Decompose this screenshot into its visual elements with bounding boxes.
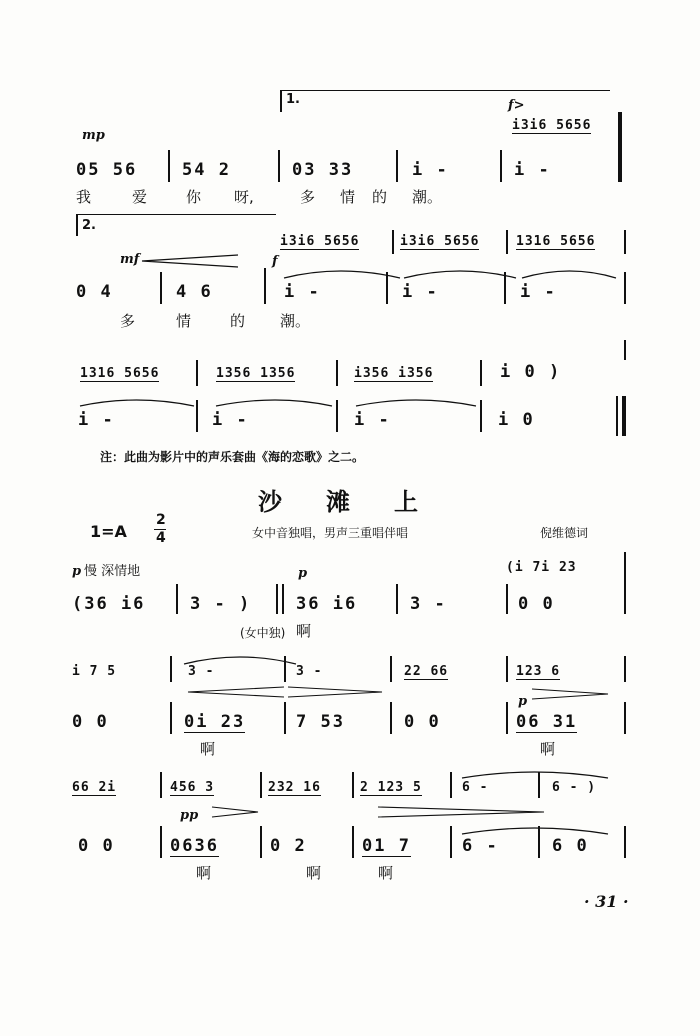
lower-l2-m3: 7 53 [296,712,345,732]
upper-l2-m5: 123 6 [516,664,561,679]
notes-r1-m5: i - [514,160,551,180]
lyric: 潮。 [280,312,311,330]
notes-l1-m1: (36 i6 [72,594,146,614]
lyric: 我 [76,188,92,206]
lyric: 的 [372,188,388,206]
barline [160,272,162,304]
lower-l3-m1: 0 0 [78,836,115,856]
upper-l3-m5: 6 - [462,780,489,795]
notes-r3-m2: i - [212,410,249,430]
barline [506,230,508,254]
lyric: 情 [340,188,356,206]
upper-part-r1: i3i6 5656 [512,118,592,133]
lower-l3-m2: 0636 [170,836,219,856]
upper-part-r3-m3: i356 i356 [354,366,434,381]
dynamic-pp: pp [180,808,199,823]
tie-arcs [76,394,496,408]
notes-r1-m2: 54 2 [182,160,231,180]
lower-l3-m6: 6 0 [552,836,589,856]
upper-l3-m2: 456 3 [170,780,215,795]
lyric: 呀, [234,188,254,206]
barline [260,826,262,858]
voice-label: (女中独) [240,626,286,640]
lyric: 多 [120,312,136,330]
dynamic-mp: mp [82,128,105,143]
upper-l2-m2: 3 - [188,664,215,679]
barline [396,150,398,182]
upper-l3-m1: 66 2i [72,780,117,795]
upper-part-r2-m2: i3i6 5656 [400,234,480,249]
tie-arc [458,766,618,780]
barline [624,656,626,682]
volta-2-bracket-start [76,214,78,236]
lyric: 啊 [378,864,394,882]
notes-l1-m2: 3 - ) [190,594,252,614]
barline [282,584,284,614]
lower-l2-m2: 0i 23 [184,712,246,732]
hairpin-decresc [210,806,260,818]
barline [170,702,172,734]
notes-r2-m3: i - [284,282,321,302]
lyric: 爱 [132,188,148,206]
lower-l3-m4: 01 7 [362,836,411,856]
lower-l2-m1: 0 0 [72,712,109,732]
notes-r3-m4: i 0 [498,410,535,430]
barline [624,272,626,304]
barline [500,150,502,182]
notes-r1-m3: 03 33 [292,160,354,180]
lyric: 啊 [200,740,216,758]
barline [624,826,626,858]
barline [396,584,398,614]
volta-2-label: 2. [82,218,96,233]
dynamic-p: p [518,694,528,709]
volta-1-bracket-start [280,90,282,112]
notes-r2-m1: 0 4 [76,282,113,302]
notes-r2-m5: i - [520,282,557,302]
song-title: 沙滩上 [258,487,462,516]
final-barline-thin [616,396,618,436]
barline [506,656,508,682]
dynamic-f: f [272,254,278,269]
tempo-dynamic-p: p [72,564,82,579]
barline [176,584,178,614]
barline [506,584,508,614]
barline [450,826,452,858]
hairpin-cresc-decresc [186,686,386,698]
barline [480,360,482,386]
upper-right-l1: (i 7i 23 [506,560,577,575]
dynamic-f-accent: f> [508,98,525,113]
lower-l2-m5: 06 31 [516,712,578,732]
upper-part-r2-m1: i3i6 5656 [280,234,360,249]
lyric: 情 [176,312,192,330]
barline [196,360,198,386]
lyric: 啊 [196,864,212,882]
barline [284,702,286,734]
barline [624,340,626,360]
notes-r2-m4: i - [402,282,439,302]
upper-l3-m3: 232 16 [268,780,321,795]
dynamic-mf: mf [120,252,140,267]
hairpin-decresc [530,688,610,700]
barline [352,772,354,798]
key-signature: 1=A [90,522,127,541]
tie-arcs [280,264,620,280]
barline [390,656,392,682]
barline [336,360,338,386]
barline [278,150,280,182]
notes-r1-m1: 05 56 [76,160,138,180]
notes-r2-m2: 4 6 [176,282,213,302]
volta-2-bracket-line [76,214,276,215]
page-number: · 31 · [584,892,629,911]
notes-l1-m3: 36 i6 [296,594,358,614]
lyric-ah: 啊 [296,622,312,640]
barline [624,230,626,254]
notes-l1-m4: 3 - [410,594,447,614]
barline [506,702,508,734]
barline [352,826,354,858]
lyric: 多 [300,188,316,206]
barline [260,772,262,798]
upper-part-r2-m3: 1316 5656 [516,234,596,249]
barline [160,826,162,858]
tie-arc [458,822,618,836]
time-signature-top: 2 [156,512,166,528]
upper-part-r3-m2: 1356 1356 [216,366,296,381]
time-signature-bottom: 4 [156,530,166,546]
final-barline-thick [622,396,626,436]
dynamic-p: p [298,566,308,581]
barline [168,150,170,182]
barline [390,702,392,734]
barline [170,656,172,682]
barline [284,656,286,682]
lower-l2-m4: 0 0 [404,712,441,732]
notes-l1-m5: 0 0 [518,594,555,614]
tempo-marking: 慢 深情地 [84,564,141,579]
barline [160,772,162,798]
footnote: 注：此曲为影片中的声乐套曲《海的恋歌》之二。 [100,450,365,464]
upper-l3-m6: 6 - ) [552,780,597,795]
lower-l3-m5: 6 - [462,836,499,856]
lyric: 啊 [306,864,322,882]
upper-l2-m4: 22 66 [404,664,449,679]
lyricist: 倪维德词 [540,526,589,540]
barline [392,230,394,254]
repeat-barline [618,112,622,182]
upper-l2-m3: 3 - [296,664,323,679]
upper-part-r3-m1: 1316 5656 [80,366,160,381]
lyric: 你 [186,188,202,206]
volta-1-bracket-line [280,90,610,91]
performers: 女中音独唱，男声三重唱伴唱 [252,526,409,540]
barline [450,772,452,798]
upper-l3-m4: 2 123 5 [360,780,422,795]
crescendo-hairpin [140,254,240,268]
lyric: 潮。 [412,188,443,206]
hairpin-decresc [376,806,546,818]
barline [624,552,626,614]
notes-r1-m4: i - [412,160,449,180]
volta-1-label: 1. [286,92,300,107]
barline [264,268,266,304]
lower-l3-m3: 0 2 [270,836,307,856]
notes-r3-m3: i - [354,410,391,430]
barline [276,584,278,614]
notes-r3-m1: i - [78,410,115,430]
lyric: 啊 [540,740,556,758]
upper-part-r3-m4: i 0 ) [500,362,562,382]
upper-l2-m1: i 7 5 [72,664,117,679]
lyric: 的 [230,312,246,330]
barline [624,702,626,734]
